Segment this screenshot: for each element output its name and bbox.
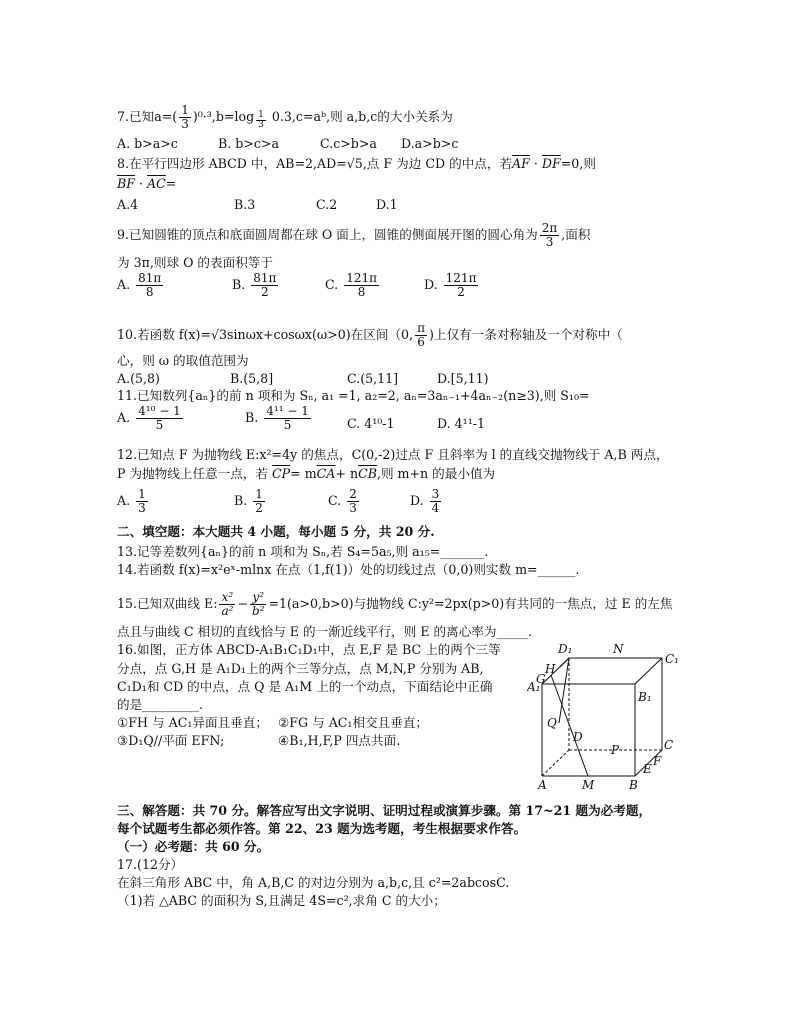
q7-stem-part: ,c=aᵇ,则 a,b,c的大小关系为 xyxy=(291,109,453,124)
q9-den: 2 xyxy=(457,285,465,299)
label-c: C xyxy=(664,738,674,752)
q11-option-c: C. 4¹⁰-1 xyxy=(347,416,395,431)
q12-option-fraction xyxy=(347,488,359,515)
q12-stem-line2 xyxy=(117,466,495,482)
q10-sqrt: √3 xyxy=(210,327,228,342)
label-q: Q xyxy=(547,716,557,730)
q9-option-label: D. xyxy=(424,277,438,292)
q11-option-a xyxy=(117,405,185,432)
q9-option-b xyxy=(232,272,280,299)
q12-stem-part: + n xyxy=(335,466,359,481)
q9-option-fraction xyxy=(136,272,163,299)
q16-line: 分点，点 G,H 是 A₁D₁上的两个三等分点，点 M,N,P 分别为 AB, xyxy=(117,661,484,676)
q9-num: 121π xyxy=(445,271,477,285)
q10-stem-part: 10.若函数 f(x)= xyxy=(117,327,211,342)
q12-option-label: D. xyxy=(410,493,424,508)
q9-stem-part: ,面积 xyxy=(561,227,591,242)
q8-stem-part: =0,则 xyxy=(560,156,596,171)
q12-vector-cb: $\overline{CB}$ xyxy=(358,466,377,481)
edge-ad xyxy=(542,750,569,776)
q11-stem: 11.已知数列{aₙ}的前 n 项和为 Sₙ, a₁ =1, a₂=2, aₙ=3aₙ₋₁+4aₙ₋₂(n≥3),则 S₁₀= xyxy=(117,388,590,403)
q7-option-c: C.c>b>a xyxy=(320,136,377,151)
q12-den: 4 xyxy=(431,501,440,515)
label-g: G xyxy=(536,672,546,686)
q15-stem-part: 15.已知双曲线 E: xyxy=(117,596,218,611)
q10-option-a: A.(5,8) xyxy=(117,371,160,386)
q8-stem: 8.在平行四边形 ABCD 中，AB=2,AD=√5,点 F 为边 CD 的中点，若$\overline{AF} \cdot \overline{DF}=0$,则 xyxy=(117,156,596,171)
q9-den: 8 xyxy=(145,285,154,299)
q11-den: 5 xyxy=(155,418,164,432)
q9-option-label: B. xyxy=(232,277,246,292)
q17-line2: （1)若 △ABC 的面积为 S,且满足 4S=c²,求角 C 的大小； xyxy=(117,893,446,908)
q9-stem-line2: 为 3π,则球 O 的表面积等于 xyxy=(117,255,273,270)
label-h: H xyxy=(545,662,556,676)
segment-d1q xyxy=(559,658,569,723)
q7-log-base: $\frac{1}{3}$ xyxy=(258,110,264,130)
section3-heading-line2: 每个试题考生都必须作答。第 22、23 题为选考题，考生根据要求作答。 xyxy=(117,821,527,836)
q11-den: 5 xyxy=(283,418,292,432)
q16-option-4: ④B₁,H,F,P 四点共面. xyxy=(278,733,401,748)
q12-num: 3 xyxy=(431,487,440,501)
q9-option-a xyxy=(117,272,165,299)
q7-stem-part: )⁰·³,b= xyxy=(192,109,235,124)
q7-option-b: B. b>c>a xyxy=(218,136,279,151)
q11-num: 4¹¹ − 1 xyxy=(266,404,309,418)
q15-den: b² xyxy=(251,604,265,618)
q11-option-fraction xyxy=(264,405,311,432)
q10-option-c: C.(5,11] xyxy=(347,371,399,386)
q8-option-b: B.3 xyxy=(234,197,256,212)
q12-num: 1 xyxy=(138,487,146,501)
q16-option-1: ①FH 与 AC₁异面且垂直； xyxy=(117,715,268,730)
q12-vector-cp: $\overline{CP}$ xyxy=(272,466,291,481)
label-b: B xyxy=(629,778,638,789)
q16-line: 16.如图，正方体 ABCD-A₁B₁C₁D₁中，点 E,F 是 BC 上的两个三等 xyxy=(117,642,501,657)
q9-option-c xyxy=(325,272,381,299)
q15-fraction-y xyxy=(250,591,267,618)
q11-option-fraction xyxy=(136,405,183,432)
q14-stem: 14.若函数 f(x)=x²eˣ-mlnx 在点（1,f(1)）处的切线过点（0,0)则实数 m=______. xyxy=(117,562,580,577)
q16-option-2: ②FG 与 AC₁相交且垂直； xyxy=(278,715,429,730)
q9-den: 2 xyxy=(261,285,269,299)
q11-option-d: D. 4¹¹-1 xyxy=(437,416,486,431)
section3-subheading: （一）必考题：共 60 分。 xyxy=(117,839,270,854)
q12-den: 3 xyxy=(349,501,357,515)
q17-heading: 17.(12分） xyxy=(117,857,184,872)
q12-option-fraction xyxy=(430,488,442,515)
q10-interval-fraction xyxy=(415,322,427,349)
q9-stem xyxy=(117,222,591,249)
q8-sqrt: √5 xyxy=(346,156,363,171)
q10-den: 6 xyxy=(417,335,425,349)
label-d1: D₁ xyxy=(558,642,573,656)
q13-stem: 13.记等差数列{aₙ}的前 n 项和为 Sₙ,若 S₄=5a₅,则 a₁₅=_______. xyxy=(117,544,489,559)
q7-stem-part: 7.已知a=( xyxy=(117,109,178,124)
q12-option-fraction xyxy=(136,488,148,515)
q8-option-c: C.2 xyxy=(316,197,338,212)
q15-fraction-x xyxy=(219,591,235,618)
label-b1: B₁ xyxy=(638,690,652,704)
q10-stem-line2: 心，则 ω 的取值范围为 xyxy=(117,353,249,368)
q11-num: 4¹⁰ − 1 xyxy=(138,404,181,418)
label-e: E xyxy=(643,762,652,776)
section2-heading: 二、填空题：本大题共 4 小题，每小题 5 分，共 20 分. xyxy=(117,524,435,539)
q9-num: 81π xyxy=(253,271,277,285)
q9-option-label: A. xyxy=(117,277,131,292)
q9-angle-num: 2π xyxy=(541,221,558,235)
q10-num: π xyxy=(417,321,425,335)
q8-stem-line2: $\overline{BF} \cdot \overline{AC}=$ xyxy=(117,176,177,191)
section3-heading: 三、解答题：共 70 分。解答应写出文字说明、证明过程或演算步骤。第 17~21 题为必考题， xyxy=(117,803,652,818)
q16-option-3: ③D₁Q//平面 EFN; xyxy=(117,733,225,748)
q9-den: 8 xyxy=(357,285,366,299)
q15-stem-part: =1(a>0,b>0)与抛物线 C:y²=2px(p>0)有共同的一焦点，过 E 的左焦 xyxy=(268,596,673,611)
q9-option-label: C. xyxy=(325,277,339,292)
edge-b1c1 xyxy=(635,658,662,684)
q12-option-d xyxy=(410,488,443,515)
q15-stem xyxy=(117,591,673,618)
q8-option-d: D.1 xyxy=(376,197,398,212)
q7-log: log xyxy=(234,109,255,124)
q9-angle-den: 3 xyxy=(545,235,554,249)
q17-line1: 在斜三角形 ABC 中，角 A,B,C 的对边分别为 a,b,c,且 c²=2abcosC. xyxy=(117,875,510,890)
label-p: P xyxy=(611,743,620,757)
q7-fraction: $\frac{1}{3}$ xyxy=(181,103,189,131)
q8-option-a: A.4 xyxy=(117,197,139,212)
q7-stem xyxy=(117,104,453,131)
q8-vector-df: $\overline{DF}$ xyxy=(541,156,561,171)
label-n: N xyxy=(613,642,624,656)
q10-stem-part: sinωx+cosωx(ω>0)在区间（0, xyxy=(227,327,414,342)
q9-option-fraction xyxy=(444,272,479,299)
q9-option-fraction xyxy=(251,272,278,299)
q8-stem-part: ,点 F 为边 CD 的中点，若 xyxy=(362,156,513,171)
label-a1: A₁ xyxy=(527,680,541,694)
q8-stem-part: 8.在平行四边形 ABCD 中，AB=2,AD= xyxy=(117,156,347,171)
q12-num: 2 xyxy=(349,487,357,501)
q16-line: 的是_________. xyxy=(117,697,203,712)
q7-option-d: D.a>b>c xyxy=(401,136,459,151)
q10-option-b: B.(5,8] xyxy=(230,371,274,386)
label-m: M xyxy=(582,778,595,789)
q12-option-label: B. xyxy=(234,493,248,508)
cube-figure xyxy=(527,641,687,789)
q9-num: 121π xyxy=(346,271,378,285)
q10-stem xyxy=(117,322,623,349)
q12-option-a xyxy=(117,488,150,515)
q12-stem-part: P 为抛物线上任意一点，若 xyxy=(117,466,269,481)
q11-option-b xyxy=(245,405,313,432)
q12-option-label: C. xyxy=(328,493,342,508)
q9-option-fraction xyxy=(344,272,379,299)
q8-vector-ac: $\overline{AC}$ xyxy=(147,176,166,191)
q12-option-b xyxy=(234,488,267,515)
label-c1: C₁ xyxy=(665,652,679,666)
q10-stem-part: )上仅有一条对称轴及一个对称中（ xyxy=(428,327,623,342)
q15-num: y² xyxy=(250,591,267,605)
q15-num: x² xyxy=(219,591,235,605)
q12-den: 3 xyxy=(138,501,146,515)
q12-vector-ca: $\overline{CA}$ xyxy=(316,466,336,481)
q12-stem-part: ,则 m+n 的最小值为 xyxy=(376,466,496,481)
q15-minus: − xyxy=(237,596,248,611)
q12-stem-part: = m xyxy=(290,466,317,481)
q12-option-fraction xyxy=(253,488,265,515)
label-d: D xyxy=(573,730,583,744)
q15-den: a² xyxy=(221,604,234,618)
q12-option-label: A. xyxy=(117,493,131,508)
q7-option-a: A. b>a>c xyxy=(117,136,178,151)
q9-option-d xyxy=(424,272,480,299)
q11-option-label: A. xyxy=(117,410,131,425)
q8-stem-part: = xyxy=(165,176,177,191)
label-a: A xyxy=(538,778,547,789)
label-f: F xyxy=(653,754,662,768)
q15-stem-line2: 点且与曲线 C 相切的直线恰与 E 的一渐近线平行，则 E 的离心率为_____. xyxy=(117,624,532,639)
q8-vector-af: $\overline{AF}$ xyxy=(512,156,530,171)
q9-num: 81π xyxy=(138,271,162,285)
q10-option-d: D.[5,11) xyxy=(437,371,489,386)
q7-stem-part: 0.3 xyxy=(271,109,292,124)
q16-line: C₁D₁和 CD 的中点，点 Q 是 A₁M 上的一个动点，下面结论中正确 xyxy=(117,679,493,694)
q11-option-label: B. xyxy=(245,410,259,425)
q12-stem: 12.已知点 F 为抛物线 E:x²=4y 的焦点，C(0,-2)过点 F 且斜率为 l 的直线交抛物线于 A,B 两点， xyxy=(117,447,669,462)
q12-den: 2 xyxy=(255,501,263,515)
q8-vector-bf: $\overline{BF}$ xyxy=(117,176,135,191)
q12-num: 1 xyxy=(255,487,263,501)
q12-option-c xyxy=(328,488,361,515)
q9-stem-part: 9.已知圆锥的顶点和底面圆周都在球 O 面上，圆锥的侧面展开图的圆心角为 xyxy=(117,227,538,242)
q9-angle-fraction xyxy=(540,222,560,249)
